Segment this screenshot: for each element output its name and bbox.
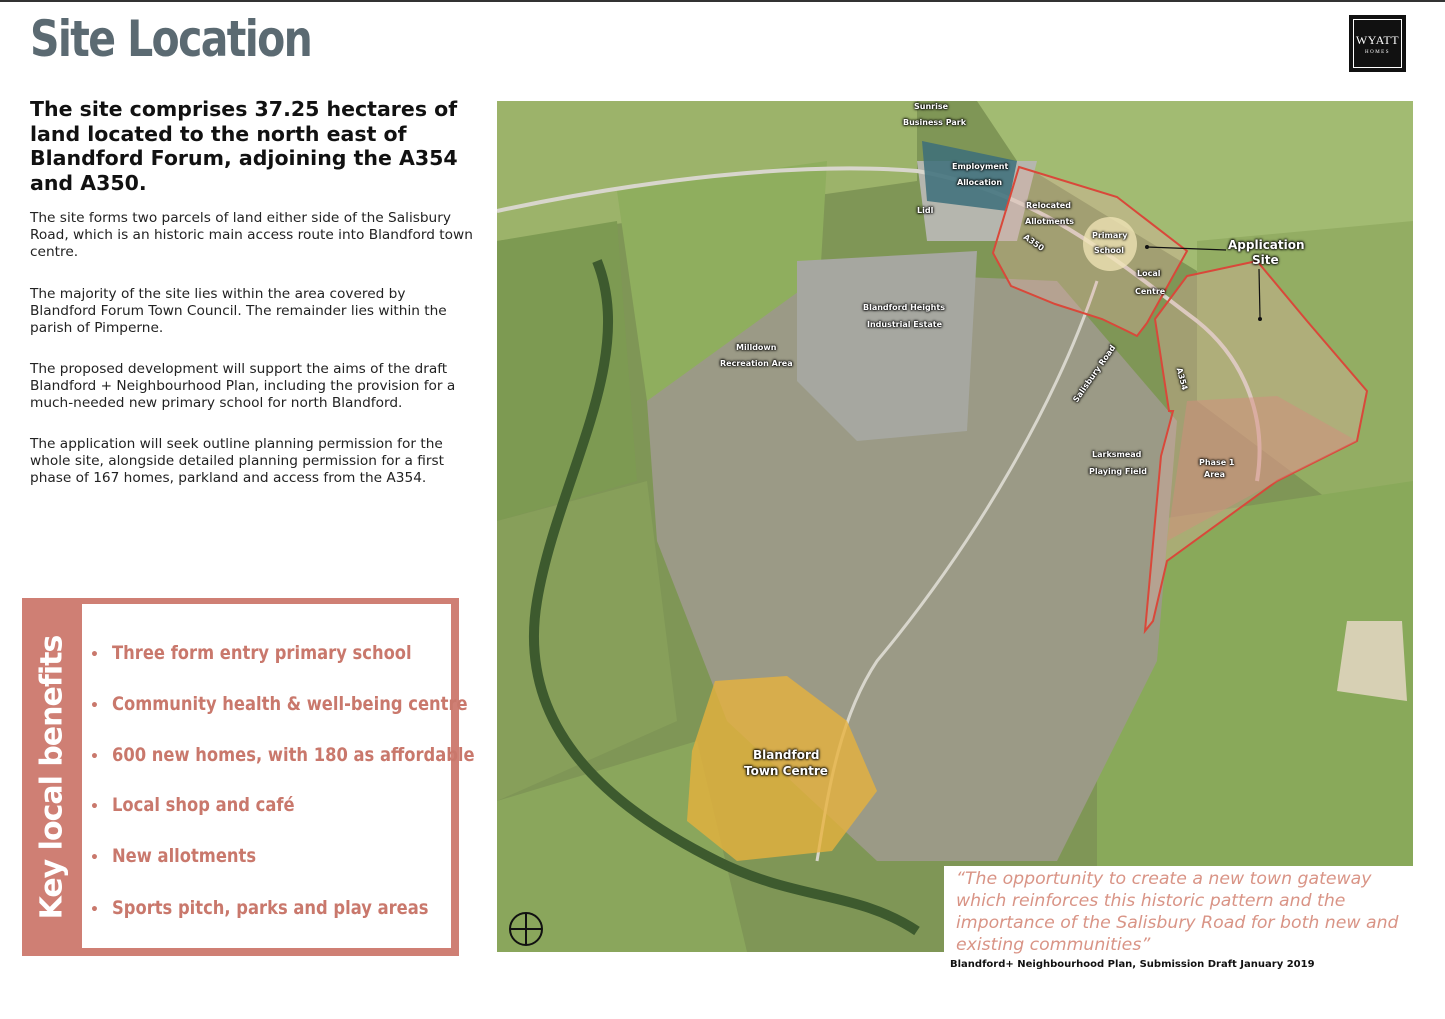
map-label-a354: A354 bbox=[1174, 366, 1190, 392]
bullet-icon: • bbox=[90, 647, 99, 663]
logo-name: WYATT bbox=[1355, 32, 1400, 47]
benefit-text: Sports pitch, parks and play areas bbox=[112, 897, 429, 919]
intro-paragraph-3: The proposed development will support the aims of the draft Blandford + Neighbourhood Plan, including the provision for a much-needed new primary school for north Blandford. bbox=[30, 361, 456, 411]
intro-lead: The site comprises 37.25 hectares of land located to the north east of Blandford Forum, adjoining the A354 and A350. bbox=[30, 97, 458, 195]
key-benefits-list bbox=[82, 604, 475, 948]
key-benefits-title: Key local benefits bbox=[34, 635, 70, 919]
benefit-text: Three form entry primary school bbox=[112, 642, 412, 664]
benefit-text: Local shop and café bbox=[112, 794, 295, 816]
map-label-centre: Centre bbox=[1135, 287, 1166, 296]
map-label-application: Application bbox=[1228, 238, 1305, 252]
map-label-phase-1: Phase 1 bbox=[1199, 458, 1235, 467]
map-label-sunrise: Sunrise bbox=[914, 102, 949, 111]
key-benefits-title-wrap bbox=[22, 598, 82, 956]
map-label-site: Site bbox=[1252, 253, 1279, 267]
aerial-map-graphic bbox=[497, 101, 1413, 952]
site-location-map bbox=[497, 101, 1413, 952]
map-label-allotments: Allotments bbox=[1025, 217, 1075, 226]
benefit-item bbox=[90, 744, 534, 766]
map-label-business-park: Business Park bbox=[903, 118, 967, 127]
bullet-icon: • bbox=[90, 902, 99, 918]
map-label-milldown: Milldown bbox=[736, 343, 777, 352]
benefit-text: New allotments bbox=[112, 845, 257, 867]
intro-paragraph-4: The application will seek outline planning permission for the whole site, alongside detailed planning permission for a first phase of 167 homes, parkland and access from the A354. bbox=[30, 436, 444, 486]
bullet-icon: • bbox=[90, 698, 99, 714]
map-label-allocation: Allocation bbox=[957, 178, 1003, 187]
map-label-larksmead: Larksmead bbox=[1092, 450, 1142, 459]
north-arrow-icon bbox=[509, 912, 543, 946]
map-label-primary: Primary bbox=[1092, 231, 1128, 240]
map-label-blandford-heights: Blandford Heights bbox=[863, 303, 945, 312]
benefit-item bbox=[90, 845, 280, 867]
logo-subtitle: HOMES bbox=[1364, 49, 1390, 55]
intro-paragraph-2: The majority of the site lies within the area covered by Blandford Forum Town Council. The remainder lies within the parish of Pimperne. bbox=[30, 286, 447, 336]
benefit-item bbox=[90, 897, 480, 919]
map-label-town-centre-1: Blandford bbox=[753, 748, 820, 762]
map-label-local: Local bbox=[1137, 269, 1161, 278]
plan-quote: “The opportunity to create a new town gateway which reinforces this historic pattern and the importance of the Salisbury Road for both new and existing communities” bbox=[956, 869, 1399, 955]
map-label-a350: A350 bbox=[1021, 232, 1046, 253]
map-label-area: Area bbox=[1204, 470, 1225, 479]
bullet-icon: • bbox=[90, 799, 99, 815]
benefit-text: Community health & well-being centre bbox=[112, 693, 468, 715]
benefit-text: 600 new homes, with 180 as affordable bbox=[112, 744, 475, 766]
intro-paragraph-1: The site forms two parcels of land either side of the Salisbury Road, which is an historic main access route into Blandford town centre. bbox=[30, 210, 473, 260]
wyatt-homes-logo bbox=[1349, 15, 1406, 72]
benefit-item bbox=[90, 794, 324, 816]
map-label-recreation-area: Recreation Area bbox=[720, 359, 793, 368]
map-label-town-centre-2: Town Centre bbox=[744, 764, 828, 778]
map-label-salisbury-road: Salisbury Road bbox=[1071, 343, 1118, 404]
key-benefits-panel bbox=[22, 598, 475, 956]
map-label-school: School bbox=[1094, 246, 1124, 255]
bullet-icon: • bbox=[90, 749, 99, 765]
quote-source: Blandford+ Neighbourhood Plan, Submission Draft January 2019 bbox=[950, 959, 1315, 970]
benefit-item bbox=[90, 693, 526, 715]
map-label-relocated: Relocated bbox=[1026, 201, 1071, 210]
benefit-item bbox=[90, 642, 460, 664]
map-label-industrial-estate: Industrial Estate bbox=[867, 320, 942, 329]
map-label-lidl: Lidl bbox=[917, 206, 934, 215]
top-rule bbox=[0, 0, 1445, 2]
page-title: Site Location bbox=[30, 10, 312, 68]
map-label-employment: Employment bbox=[952, 162, 1009, 171]
bullet-icon: • bbox=[90, 850, 99, 866]
map-label-playing-field: Playing Field bbox=[1089, 467, 1148, 476]
